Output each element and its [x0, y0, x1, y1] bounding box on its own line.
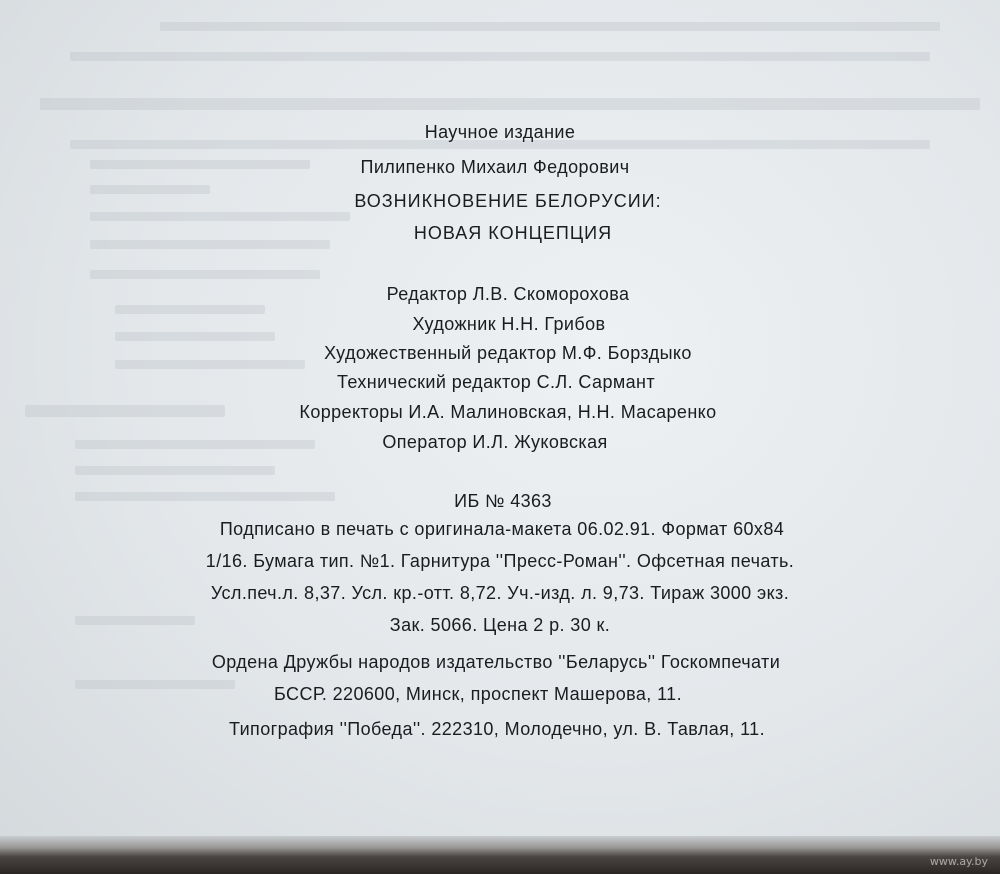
print-details-line-2: 1/16. Бумага тип. №1. Гарнитура ''Пресс-Роман''. Офсетная печать.: [205, 551, 795, 571]
credit-tech-editor: Технический редактор С.Л. Сармант: [336, 372, 656, 392]
credit-art-editor: Художественный редактор М.Ф. Борздыко: [324, 343, 692, 363]
credit-proofreaders: Корректоры И.А. Малиновская, Н.Н. Масаренко: [299, 402, 717, 422]
credit-operator: Оператор И.Л. Жуковская: [382, 432, 608, 452]
book-title-line-1: ВОЗНИКНОВЕНИЕ БЕЛОРУСИИ:: [354, 191, 662, 211]
publisher-line-2: БССР. 220600, Минск, проспект Машерова, 11.: [274, 684, 682, 704]
credit-editor: Редактор Л.В. Скоморохова: [386, 284, 630, 304]
edition-type: Научное издание: [424, 122, 576, 142]
book-title-line-2: НОВАЯ КОНЦЕПЦИЯ: [413, 223, 613, 243]
credit-artist: Художник Н.Н. Грибов: [412, 314, 606, 334]
page-edge-shadow: [0, 836, 1000, 874]
site-watermark: www.ay.by: [929, 855, 988, 868]
print-details-line-4: Зак. 5066. Цена 2 р. 30 к.: [389, 615, 611, 635]
print-details-line-3: Усл.печ.л. 8,37. Усл. кр.-отт. 8,72. Уч.-изд. л. 9,73. Тираж 3000 экз.: [210, 583, 790, 603]
printer-address: Типография ''Победа''. 222310, Молодечно, ул. В. Тавлая, 11.: [228, 719, 766, 739]
print-details-line-1: Подписано в печать с оригинала-макета 06.02.91. Формат 60x84: [219, 519, 785, 539]
author-name: Пилипенко Михаил Федорович: [360, 157, 630, 177]
ib-number: ИБ № 4363: [454, 491, 552, 511]
publisher-line-1: Ордена Дружбы народов издательство ''Беларусь'' Госкомпечати: [211, 652, 781, 672]
